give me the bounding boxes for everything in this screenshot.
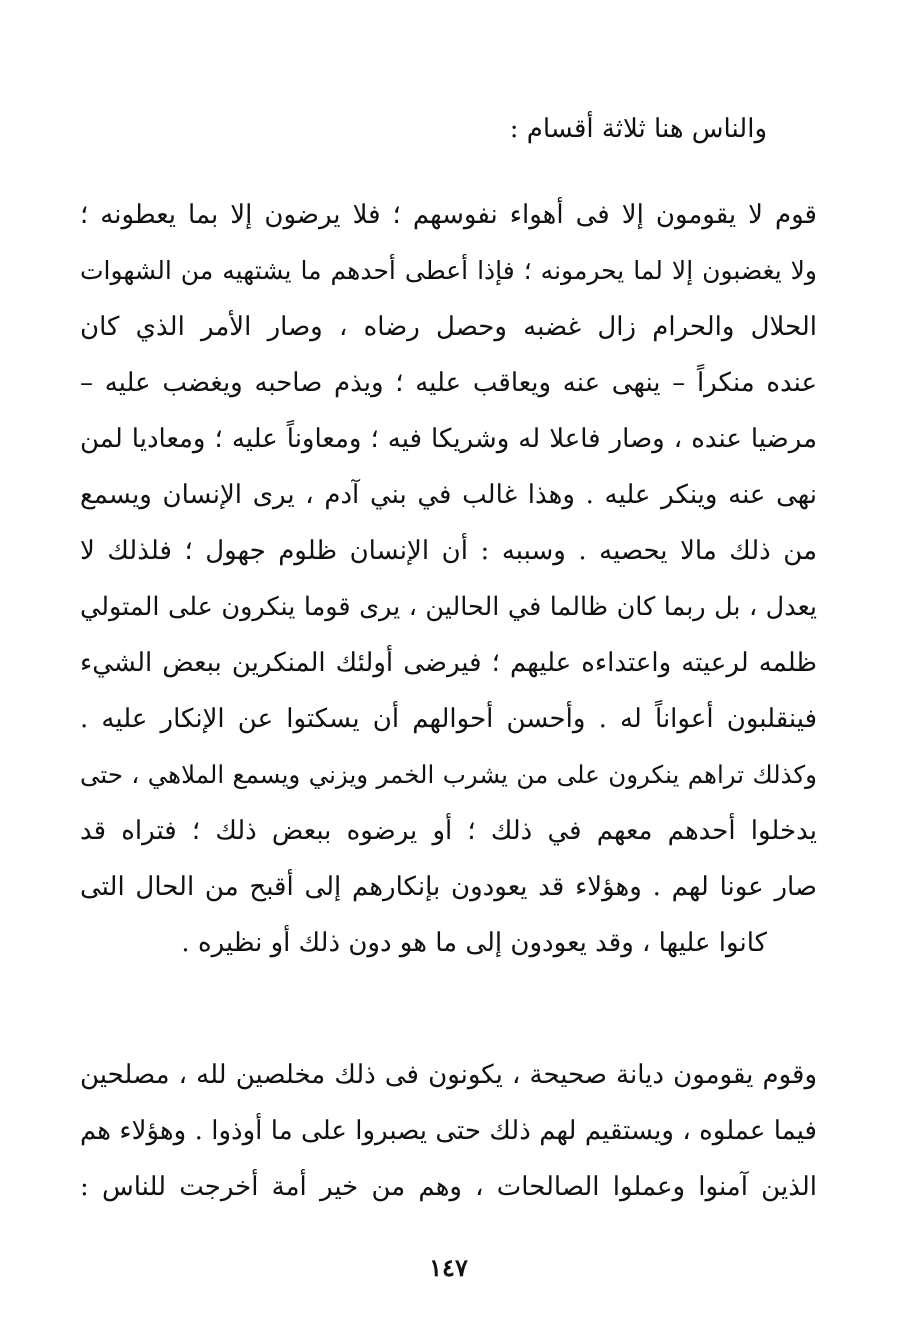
text-line: الحلال والحرام زال غضبه وحصل رضاه ، وصار الأمر الذي كان <box>80 312 817 342</box>
text-line: يعدل ، بل ربما كان ظالما في الحالين ، يرى قوما ينكرون على المتولي <box>80 592 817 622</box>
text-line: فينقلبون أعواناً له . وأحسن أحوالهم أن يسكتوا عن الإنكار عليه . <box>80 704 817 734</box>
text-line: الذين آمنوا وعملوا الصالحات ، وهم من خير أمة أخرجت للناس : <box>80 1172 817 1202</box>
text-line: من ذلك مالا يحصيه . وسببه : أن الإنسان ظلوم جهول ؛ فلذلك لا <box>80 536 817 566</box>
section-heading: والناس هنا ثلاثة أقسام : <box>509 114 767 144</box>
text-line: قوم لا يقومون إلا فى أهواء نفوسهم ؛ فلا يرضون إلا بما يعطونه ؛ <box>80 200 817 230</box>
text-line: كانوا عليها ، وقد يعودون إلى ما هو دون ذلك أو نظيره . <box>181 928 767 958</box>
page-number: ١٤٧ <box>429 1253 468 1282</box>
text-line: وقوم يقومون ديانة صحيحة ، يكونون فى ذلك مخلصين لله ، مصلحين <box>80 1060 817 1090</box>
text-line: عنده منكراً – ينهى عنه ويعاقب عليه ؛ ويذم صاحبه ويغضب عليه – <box>80 368 817 398</box>
text-line: وكذلك تراهم ينكرون على من يشرب الخمر ويزني ويسمع الملاهي ، حتى <box>80 760 817 789</box>
text-line: صار عونا لهم . وهؤلاء قد يعودون بإنكارهم إلى أقبح من الحال التى <box>80 872 817 902</box>
text-line: يدخلوا أحدهم معهم في ذلك ؛ أو يرضوه ببعض ذلك ؛ فتراه قد <box>80 816 817 846</box>
text-line: ولا يغضبون إلا لما يحرمونه ؛ فإذا أعطى أحدهم ما يشتهيه من الشهوات <box>80 256 817 285</box>
text-line: فيما عملوه ، ويستقيم لهم ذلك حتى يصبروا على ما أوذوا . وهؤلاء هم <box>80 1116 817 1146</box>
text-line: ظلمه لرعيته واعتداءه عليهم ؛ فيرضى أولئك المنكرين ببعض الشيء <box>80 648 817 678</box>
text-line: مرضيا عنده ، وصار فاعلا له وشريكا فيه ؛ ومعاوناً عليه ؛ ومعاديا لمن <box>80 424 817 454</box>
text-line: نهى عنه وينكر عليه . وهذا غالب في بني آدم ، يرى الإنسان ويسمع <box>80 480 817 510</box>
